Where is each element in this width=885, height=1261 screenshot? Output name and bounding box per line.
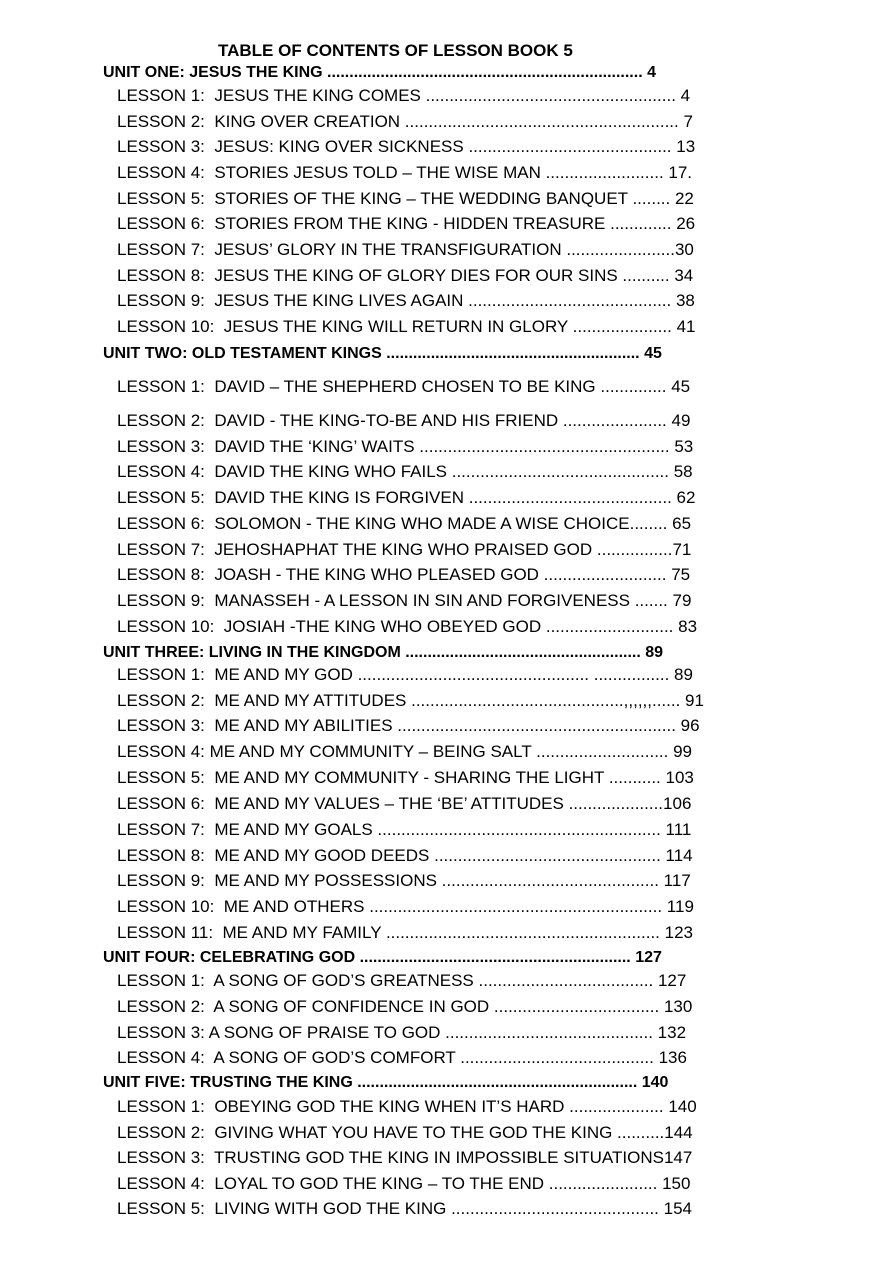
lesson-entry: LESSON 3: TRUSTING GOD THE KING IN IMPOSSIBLE SITUATIONS147 bbox=[117, 1148, 693, 1167]
lesson-entry: LESSON 6: SOLOMON - THE KING WHO MADE A WISE CHOICE........ 65 bbox=[117, 514, 692, 533]
lesson-entry: LESSON 3: JESUS: KING OVER SICKNESS ........................................... 13 bbox=[117, 137, 696, 156]
page-title: TABLE OF CONTENTS OF LESSON BOOK 5 bbox=[218, 41, 573, 60]
lesson-entry: LESSON 4: A SONG OF GOD’S COMFORT ......................................... 136 bbox=[117, 1048, 687, 1067]
lesson-entry: LESSON 2: ME AND MY ATTITUDES .............................................,,,,,,...... 91 bbox=[117, 691, 704, 710]
lesson-entry: LESSON 4: LOYAL TO GOD THE KING – TO THE END ....................... 150 bbox=[117, 1174, 691, 1193]
lesson-entry: LESSON 9: ME AND MY POSSESSIONS .............................................. 117 bbox=[117, 871, 691, 890]
lesson-entry: LESSON 4: ME AND MY COMMUNITY – BEING SALT ............................ 99 bbox=[117, 742, 693, 761]
lesson-entry: LESSON 1: A SONG OF GOD’S GREATNESS ..................................... 127 bbox=[117, 971, 687, 990]
lesson-entry: LESSON 7: JEHOSHAPHAT THE KING WHO PRAISED GOD ................71 bbox=[117, 540, 692, 559]
lesson-entry: LESSON 5: STORIES OF THE KING – THE WEDDING BANQUET ........ 22 bbox=[117, 189, 694, 208]
lesson-entry: LESSON 5: ME AND MY COMMUNITY - SHARING THE LIGHT ........... 103 bbox=[117, 768, 694, 787]
lesson-entry: LESSON 8: JOASH - THE KING WHO PLEASED GOD .......................... 75 bbox=[117, 565, 691, 584]
lesson-entry: LESSON 9: JESUS THE KING LIVES AGAIN ........................................... 38 bbox=[117, 291, 695, 310]
lesson-entry: LESSON 2: GIVING WHAT YOU HAVE TO THE GOD THE KING ..........144 bbox=[117, 1123, 693, 1142]
lesson-entry: LESSON 10: JOSIAH -THE KING WHO OBEYED GOD ........................... 83 bbox=[117, 617, 698, 636]
lesson-entry: LESSON 8: ME AND MY GOOD DEEDS ................................................ 114 bbox=[117, 846, 693, 865]
lesson-entry: LESSON 7: JESUS’ GLORY IN THE TRANSFIGURATION .......................30 bbox=[117, 240, 694, 259]
lesson-entry: LESSON 10: ME AND OTHERS .............................................................. 119 bbox=[117, 897, 694, 916]
lesson-entry: LESSON 5: DAVID THE KING IS FORGIVEN ........................................... 62 bbox=[117, 488, 696, 507]
lesson-entry: LESSON 11: ME AND MY FAMILY .......................................................... 123 bbox=[117, 923, 693, 942]
unit-heading: UNIT FIVE: TRUSTING THE KING ............................................................... 140 bbox=[103, 1074, 669, 1091]
lesson-entry: LESSON 9: MANASSEH - A LESSON IN SIN AND FORGIVENESS ....... 79 bbox=[117, 591, 692, 610]
lesson-entry: LESSON 2: A SONG OF CONFIDENCE IN GOD ................................... 130 bbox=[117, 997, 693, 1016]
lesson-entry: LESSON 2: DAVID - THE KING-TO-BE AND HIS FRIEND ...................... 49 bbox=[117, 411, 691, 430]
lesson-entry: LESSON 1: ME AND MY GOD ................................................. ................ 89 bbox=[117, 665, 693, 684]
lesson-entry: LESSON 3: A SONG OF PRAISE TO GOD ............................................ 132 bbox=[117, 1023, 687, 1042]
unit-heading: UNIT FOUR: CELEBRATING GOD ............................................................. 127 bbox=[103, 949, 662, 966]
unit-heading: UNIT TWO: OLD TESTAMENT KINGS ......................................................... 45 bbox=[103, 345, 662, 362]
unit-heading: UNIT THREE: LIVING IN THE KINGDOM ..................................................... 89 bbox=[103, 644, 664, 661]
lesson-entry: LESSON 4: STORIES JESUS TOLD – THE WISE MAN ......................... 17. bbox=[117, 163, 693, 182]
unit-heading: UNIT ONE: JESUS THE KING ....................................................................... 4 bbox=[103, 64, 656, 81]
lesson-entry: LESSON 1: JESUS THE KING COMES ..................................................... 4 bbox=[117, 86, 691, 105]
lesson-entry: LESSON 1: DAVID – THE SHEPHERD CHOSEN TO BE KING .............. 45 bbox=[117, 377, 691, 396]
lesson-entry: LESSON 4: DAVID THE KING WHO FAILS .............................................. 58 bbox=[117, 462, 693, 481]
lesson-entry: LESSON 2: KING OVER CREATION .......................................................... 7 bbox=[117, 112, 693, 131]
lesson-entry: LESSON 6: STORIES FROM THE KING - HIDDEN TREASURE ............. 26 bbox=[117, 214, 696, 233]
lesson-entry: LESSON 5: LIVING WITH GOD THE KING ............................................ 154 bbox=[117, 1199, 692, 1218]
lesson-entry: LESSON 3: ME AND MY ABILITIES ........................................................... 96 bbox=[117, 716, 700, 735]
lesson-entry: LESSON 3: DAVID THE ‘KING’ WAITS ..................................................... 53 bbox=[117, 437, 694, 456]
lesson-entry: LESSON 1: OBEYING GOD THE KING WHEN IT’S HARD .................... 140 bbox=[117, 1097, 697, 1116]
lesson-entry: LESSON 8: JESUS THE KING OF GLORY DIES FOR OUR SINS .......... 34 bbox=[117, 266, 694, 285]
lesson-entry: LESSON 6: ME AND MY VALUES – THE ‘BE’ ATTITUDES ....................106 bbox=[117, 794, 692, 813]
lesson-entry: LESSON 10: JESUS THE KING WILL RETURN IN GLORY ..................... 41 bbox=[117, 317, 696, 336]
lesson-entry: LESSON 7: ME AND MY GOALS ............................................................ 111 bbox=[117, 820, 692, 839]
